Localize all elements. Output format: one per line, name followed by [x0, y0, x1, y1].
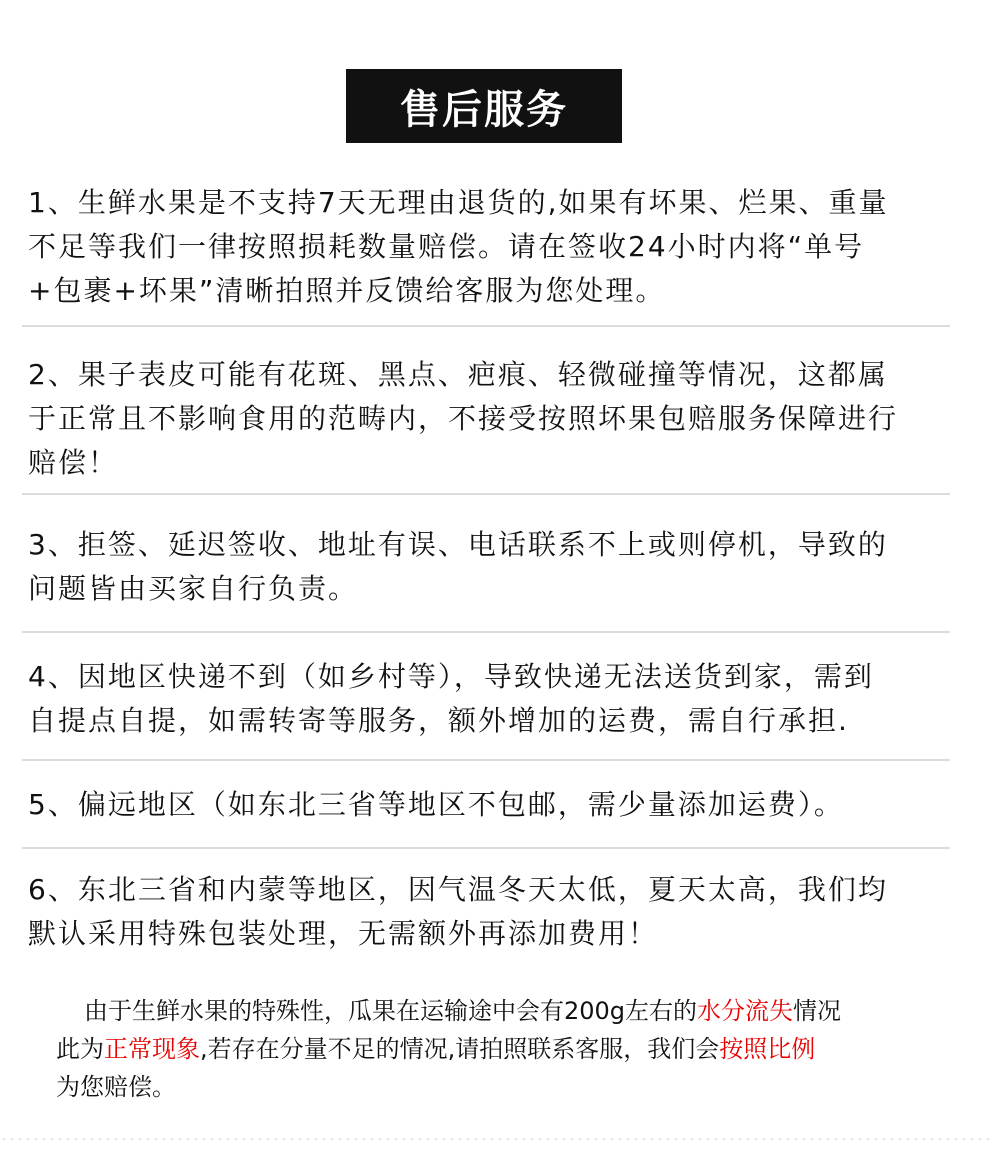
policy-item-2-line-3: 赔偿！: [28, 446, 119, 479]
note-highlight: 正常现象: [104, 1035, 200, 1063]
note-highlight: 水分流失: [697, 997, 794, 1025]
note-line-3: 为您赔偿。: [56, 1073, 176, 1101]
policy-item-3: [28, 523, 960, 611]
note-line-1: [56, 992, 956, 1030]
policy-item-6-line-1: 6、东北三省和内蒙等地区，因气温冬天太低，夏天太高，我们均: [28, 873, 888, 906]
note-text: 情况: [793, 997, 842, 1025]
divider: [22, 493, 950, 495]
dotted-border: [0, 1136, 990, 1142]
title-banner: [346, 69, 622, 143]
divider: [22, 325, 950, 327]
policy-item-3-line-1: 3、拒签、延迟签收、地址有误、电话联系不上或则停机，导致的: [28, 528, 888, 561]
policy-item-5: [28, 783, 960, 827]
policy-item-2: [28, 353, 960, 485]
policy-item-4-line-2: 自提点自提，如需转寄等服务，额外增加的运费，需自行承担.: [28, 704, 849, 737]
policy-item-3-line-2: 问题皆由买家自行负责。: [28, 572, 359, 605]
policy-item-4: [28, 655, 960, 743]
page-title: 售后服务: [400, 86, 568, 133]
policy-item-5-line-1: 5、偏远地区（如东北三省等地区不包邮，需少量添加运费）。: [28, 788, 844, 821]
policy-item-4-line-1: 4、因地区快递不到（如乡村等），导致快递无法送货到家，需到: [28, 660, 874, 693]
note-text: 此为: [56, 1035, 104, 1063]
note-highlight: 按照比例: [719, 1035, 816, 1063]
note-line-2: [56, 1030, 956, 1068]
policy-item-1-line-2: 不足等我们一律按照损耗数量赔偿。请在签收24小时内将“单号: [28, 230, 865, 263]
policy-item-1: [28, 181, 960, 313]
divider: [22, 631, 950, 633]
policy-item-6-line-2: 默认采用特殊包装处理，无需额外再添加费用！: [28, 917, 659, 950]
policy-item-2-line-1: 2、果子表皮可能有花斑、黑点、疤痕、轻微碰撞等情况，这都属: [28, 358, 888, 391]
policy-item-6: [28, 868, 960, 956]
note-text: 由于生鲜水果的特殊性，瓜果在运输途中会有200g左右的: [84, 997, 698, 1025]
policy-item-1-line-3: +包裹+坏果”清晰拍照并反馈给客服为您处理。: [28, 274, 666, 307]
weight-loss-note: [56, 992, 956, 1106]
policy-item-2-line-2: 于正常且不影响食用的范畴内，不接受按照坏果包赔服务保障进行: [28, 402, 899, 435]
policy-item-1-line-1: 1、生鲜水果是不支持7天无理由退货的,如果有坏果、烂果、重量: [28, 186, 889, 219]
divider: [22, 847, 950, 849]
divider: [22, 759, 950, 761]
note-text: ,若存在分量不足的情况,请拍照联系客服，我们会: [200, 1035, 720, 1063]
